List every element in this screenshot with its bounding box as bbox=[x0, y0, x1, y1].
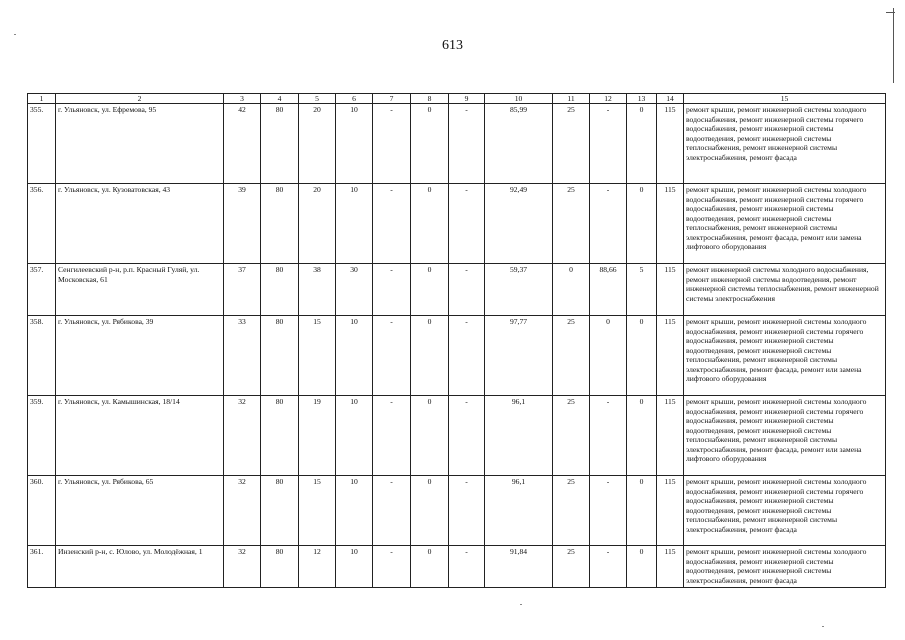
table-cell: 85,99 bbox=[485, 104, 553, 184]
table-cell: 25 bbox=[553, 316, 590, 396]
table-cell: 0 bbox=[553, 264, 590, 316]
table-cell: - bbox=[449, 104, 485, 184]
row-number: 360. bbox=[28, 476, 56, 546]
table-row bbox=[28, 476, 886, 546]
works-cell: ремонт крыши, ремонт инженерной системы холодного водоснабжения, ремонт инженерной системы горячего водоснабжения, ремонт инженерной системы водоотведения, ремонт инженерной системы теплоснабжения, ремонт инженерной системы электроснабжения, ремонт фасада, ремонт или замена лифтового оборудования bbox=[684, 316, 886, 396]
table-cell: 32 bbox=[224, 396, 261, 476]
table-cell: 20 bbox=[299, 184, 336, 264]
table-row bbox=[28, 184, 886, 264]
address-cell: г. Ульяновск, ул. Рябикова, 65 bbox=[56, 476, 224, 546]
table-cell: - bbox=[590, 476, 627, 546]
works-cell: ремонт инженерной системы холодного водоснабжения, ремонт инженерной системы водоотведения, ремонт инженерной системы теплоснабжения, ремонт инженерной системы электроснабжения bbox=[684, 264, 886, 316]
table-cell: 25 bbox=[553, 476, 590, 546]
table-cell: 15 bbox=[299, 476, 336, 546]
table-cell: 80 bbox=[261, 316, 299, 396]
column-header: 8 bbox=[411, 94, 449, 104]
table-cell: 115 bbox=[657, 476, 684, 546]
row-number: 361. bbox=[28, 546, 56, 588]
column-header: 4 bbox=[261, 94, 299, 104]
table-cell: - bbox=[590, 184, 627, 264]
table-cell: 39 bbox=[224, 184, 261, 264]
table-cell: 0 bbox=[627, 396, 657, 476]
works-cell: ремонт крыши, ремонт инженерной системы холодного водоснабжения, ремонт инженерной системы горячего водоснабжения, ремонт инженерной системы водоотведения, ремонт инженерной системы теплоснабжения, ремонт инженерной системы электроснабжения, ремонт фасада, ремонт или замена лифтового оборудования bbox=[684, 396, 886, 476]
page-number: 613 bbox=[442, 38, 463, 53]
table-cell: 80 bbox=[261, 476, 299, 546]
table-cell: 96,1 bbox=[485, 396, 553, 476]
table-cell: - bbox=[373, 104, 411, 184]
table-cell: 10 bbox=[336, 476, 373, 546]
table-cell: 25 bbox=[553, 104, 590, 184]
column-header: 14 bbox=[657, 94, 684, 104]
scan-speck bbox=[14, 34, 16, 35]
row-number: 359. bbox=[28, 396, 56, 476]
column-header: 6 bbox=[336, 94, 373, 104]
table-cell: 0 bbox=[411, 546, 449, 588]
table-cell: 10 bbox=[336, 396, 373, 476]
table-cell: 25 bbox=[553, 396, 590, 476]
column-header: 12 bbox=[590, 94, 627, 104]
table-cell: 30 bbox=[336, 264, 373, 316]
table-cell: 80 bbox=[261, 104, 299, 184]
table-cell: 0 bbox=[627, 184, 657, 264]
row-number: 357. bbox=[28, 264, 56, 316]
table-cell: 19 bbox=[299, 396, 336, 476]
table-cell: - bbox=[373, 476, 411, 546]
table-cell: - bbox=[373, 184, 411, 264]
table-cell: - bbox=[590, 396, 627, 476]
table-cell: 0 bbox=[627, 546, 657, 588]
table-cell: 10 bbox=[336, 104, 373, 184]
table-cell: 38 bbox=[299, 264, 336, 316]
table-row bbox=[28, 264, 886, 316]
table-cell: 0 bbox=[627, 316, 657, 396]
table-cell: 33 bbox=[224, 316, 261, 396]
table-cell: - bbox=[449, 264, 485, 316]
scan-speck bbox=[520, 604, 522, 605]
table-cell: - bbox=[449, 396, 485, 476]
table-cell: - bbox=[590, 104, 627, 184]
table-cell: 10 bbox=[336, 546, 373, 588]
table-cell: 0 bbox=[627, 104, 657, 184]
column-header: 2 bbox=[56, 94, 224, 104]
table-cell: - bbox=[449, 316, 485, 396]
table-cell: 10 bbox=[336, 316, 373, 396]
column-header: 10 bbox=[485, 94, 553, 104]
table-cell: 0 bbox=[627, 476, 657, 546]
table-cell: 91,84 bbox=[485, 546, 553, 588]
row-number: 356. bbox=[28, 184, 56, 264]
works-cell: ремонт крыши, ремонт инженерной системы холодного водоснабжения, ремонт инженерной системы горячего водоснабжения, ремонт инженерной системы водоотведения, ремонт инженерной системы теплоснабжения, ремонт инженерной системы электроснабжения, ремонт фасада bbox=[684, 476, 886, 546]
table-row bbox=[28, 396, 886, 476]
table-cell: 12 bbox=[299, 546, 336, 588]
column-header: 7 bbox=[373, 94, 411, 104]
table-cell: 115 bbox=[657, 316, 684, 396]
table-cell: 59,37 bbox=[485, 264, 553, 316]
table-cell: - bbox=[449, 546, 485, 588]
table-cell: 115 bbox=[657, 546, 684, 588]
table-row bbox=[28, 316, 886, 396]
works-cell: ремонт крыши, ремонт инженерной системы холодного водоснабжения, ремонт инженерной системы горячего водоснабжения, ремонт инженерной системы водоотведения, ремонт инженерной системы теплоснабжения, ремонт инженерной системы электроснабжения, ремонт фасада, ремонт или замена лифтового оборудования bbox=[684, 184, 886, 264]
registry-table bbox=[27, 93, 886, 588]
table-cell: 92,49 bbox=[485, 184, 553, 264]
table-cell: 115 bbox=[657, 184, 684, 264]
table-cell: 88,66 bbox=[590, 264, 627, 316]
table-cell: 32 bbox=[224, 476, 261, 546]
row-number: 355. bbox=[28, 104, 56, 184]
table-cell: 20 bbox=[299, 104, 336, 184]
table-cell: 80 bbox=[261, 546, 299, 588]
table-cell: 80 bbox=[261, 184, 299, 264]
scan-speck bbox=[822, 626, 824, 627]
column-header: 5 bbox=[299, 94, 336, 104]
table-cell: 0 bbox=[411, 104, 449, 184]
table-cell: 96,1 bbox=[485, 476, 553, 546]
table-cell: 0 bbox=[590, 316, 627, 396]
table-cell: 0 bbox=[411, 264, 449, 316]
table-cell: 37 bbox=[224, 264, 261, 316]
table-cell: 10 bbox=[336, 184, 373, 264]
table-cell: - bbox=[373, 264, 411, 316]
address-cell: Сенгилеевский р-н, р.п. Красный Гуляй, ул. Московская, 61 bbox=[56, 264, 224, 316]
table-cell: - bbox=[449, 184, 485, 264]
table-cell: 115 bbox=[657, 264, 684, 316]
table-cell: 25 bbox=[553, 184, 590, 264]
table-cell: 0 bbox=[411, 396, 449, 476]
table-cell: - bbox=[373, 546, 411, 588]
table-cell: - bbox=[373, 316, 411, 396]
address-cell: г. Ульяновск, ул. Камышинская, 18/14 bbox=[56, 396, 224, 476]
column-header: 13 bbox=[627, 94, 657, 104]
address-cell: Инзенский р-н, с. Юлово, ул. Молодёжная, 1 bbox=[56, 546, 224, 588]
table-cell: 115 bbox=[657, 396, 684, 476]
table-cell: 42 bbox=[224, 104, 261, 184]
table-cell: 15 bbox=[299, 316, 336, 396]
table-row bbox=[28, 104, 886, 184]
table-cell: 80 bbox=[261, 396, 299, 476]
table-cell: 32 bbox=[224, 546, 261, 588]
address-cell: г. Ульяновск, ул. Рябикова, 39 bbox=[56, 316, 224, 396]
address-cell: г. Ульяновск, ул. Кузоватовская, 43 bbox=[56, 184, 224, 264]
table-cell: 0 bbox=[411, 316, 449, 396]
column-header: 11 bbox=[553, 94, 590, 104]
table-cell: - bbox=[373, 396, 411, 476]
address-cell: г. Ульяновск, ул. Ефремова, 95 bbox=[56, 104, 224, 184]
table-cell: - bbox=[449, 476, 485, 546]
column-header: 1 bbox=[28, 94, 56, 104]
column-header: 9 bbox=[449, 94, 485, 104]
table-cell: - bbox=[590, 546, 627, 588]
header-row bbox=[28, 94, 886, 104]
table-cell: 0 bbox=[411, 184, 449, 264]
column-header: 3 bbox=[224, 94, 261, 104]
table-cell: 115 bbox=[657, 104, 684, 184]
table-cell: 25 bbox=[553, 546, 590, 588]
table-cell: 80 bbox=[261, 264, 299, 316]
table-cell: 5 bbox=[627, 264, 657, 316]
table-cell: 97,77 bbox=[485, 316, 553, 396]
column-header: 15 bbox=[684, 94, 886, 104]
row-number: 358. bbox=[28, 316, 56, 396]
works-cell: ремонт крыши, ремонт инженерной системы холодного водоснабжения, ремонт инженерной системы горячего водоснабжения, ремонт инженерной системы водоотведения, ремонт инженерной системы теплоснабжения, ремонт инженерной системы электроснабжения, ремонт фасада bbox=[684, 104, 886, 184]
table-cell: 0 bbox=[411, 476, 449, 546]
table-row bbox=[28, 546, 886, 588]
page-edge-mark bbox=[886, 12, 895, 13]
works-cell: ремонт крыши, ремонт инженерной системы холодного водоснабжения, ремонт инженерной системы водоотведения, ремонт инженерной системы электроснабжения, ремонт фасада bbox=[684, 546, 886, 588]
